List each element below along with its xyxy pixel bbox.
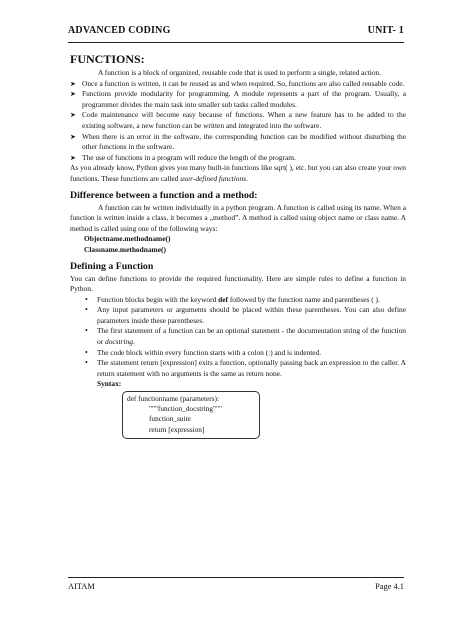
functions-heading: FUNCTIONS: — [70, 52, 145, 66]
functions-benefits-list — [70, 79, 406, 164]
list-item: ➤ The use of functions in a program will reduce the length of the program. — [70, 152, 296, 162]
page-content — [70, 52, 406, 439]
bullet-icon: • — [85, 326, 88, 336]
bullet-icon: • — [85, 358, 88, 368]
functions-intro: A function is a block of organized, reusable code that is used to perform a single, related action. — [98, 68, 382, 77]
arrow-bullet-icon: ➤ — [70, 90, 76, 99]
syntax-code-box — [122, 391, 260, 439]
docstring-term: docstring — [105, 337, 133, 347]
method-form-object: Objectname.methodname() — [84, 234, 171, 244]
list-item: • Any input parameters or arguments should be placed within these parentheses. You can also define parameters inside these parentheses. — [85, 305, 406, 325]
defining-function-intro: You can define functions to provide the required functionality. Here are simple rules to define a function in Python. — [70, 273, 406, 294]
method-form-class: Classname.methodname() — [84, 244, 166, 254]
code-line-docstring: """function_docstring""" — [149, 404, 222, 414]
function-vs-method-heading: Difference between a function and a method: — [70, 189, 258, 201]
list-item: • The statement return [expression] exits a function, optionally passing back an expression to the caller. A return statement with no arguments is the same as return none. — [85, 358, 406, 378]
syntax-label: Syntax: — [97, 379, 122, 389]
footer-page-number: Page 4.1 — [375, 582, 404, 591]
code-line-suite: function_suite — [149, 414, 191, 424]
bullet-icon: • — [85, 347, 88, 357]
bullet-icon: • — [85, 305, 88, 315]
page-footer — [68, 582, 404, 596]
arrow-bullet-icon: ➤ — [70, 79, 76, 88]
list-item: ➤ Once a function is written, it can be reused as and when required. So, functions are also called reusable code. — [70, 78, 405, 88]
code-line-def: def functionname (parameters): — [127, 394, 219, 404]
list-item: ➤ Functions provide modularity for programming. A module represents a part of the program. Usually, a programmer divides the main task into smaller sub tasks called modules. — [70, 89, 406, 109]
list-item: • The code block within every function starts with a colon (:) and is indented. — [85, 347, 322, 357]
arrow-bullet-icon: ➤ — [70, 153, 76, 162]
header-unit: UNIT- 1 — [367, 25, 404, 36]
header-rule — [68, 42, 404, 43]
footer-institution: AITAM — [68, 582, 95, 591]
def-keyword: def — [218, 294, 228, 304]
bullet-icon: • — [85, 294, 88, 304]
code-line-return: return [expression] — [149, 424, 205, 434]
defining-function-heading: Defining a Function — [70, 260, 154, 272]
builtin-functions-paragraph: As you already know, Python gives you many built-in functions like sqrt( ), etc. but you can also create your own functions. These functions are called user-defined functions. — [70, 163, 406, 183]
list-item: ➤ Code maintenance will become easy because of functions. When a new feature has to be added to the existing software, a new function can be written and integrated into the software. — [70, 110, 406, 130]
footer-rule — [68, 577, 404, 578]
list-item: • The first statement of a function can be an optional statement - the documentation string of the function or docstring. — [85, 326, 406, 347]
method-call-forms — [70, 234, 406, 255]
function-rules-list — [70, 295, 406, 380]
list-item: ➤ When there is an error in the software, the corresponding function can be modified without disturbing the other functions in the software. — [70, 131, 406, 152]
list-item: • Function blocks begin with the keyword def followed by the function name and parentheses ( ). — [85, 294, 380, 304]
header-course-title: ADVANCED CODING — [68, 25, 171, 36]
function-vs-method-text: A function can be written individually in a python program. A function is called using its name. When a function is written inside a class, it becomes a „method”. A method is called using object name or class name. A method is called using one of the following ways: — [70, 202, 406, 233]
page-header — [68, 25, 404, 43]
user-defined-term: user-defined functions — [180, 173, 247, 183]
arrow-bullet-icon: ➤ — [70, 111, 76, 120]
arrow-bullet-icon: ➤ — [70, 132, 76, 141]
